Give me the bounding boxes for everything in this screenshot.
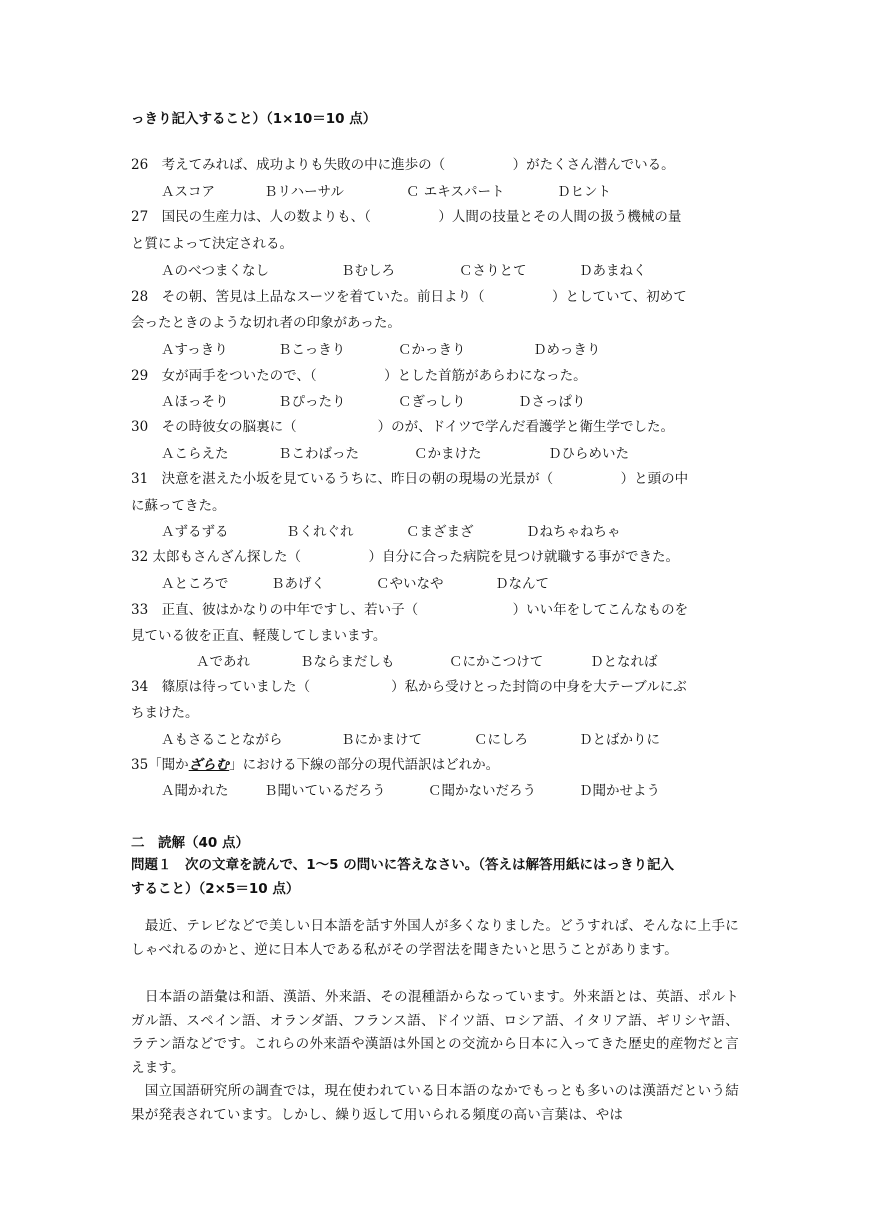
option-d: Ｄなんて — [495, 576, 549, 592]
option-b: Ｂむしろ — [341, 263, 395, 279]
question-35-prefix: 35「聞か — [131, 757, 189, 773]
option-b: Ｂならまだしも — [300, 654, 395, 670]
option-a: Ａところで — [161, 576, 229, 592]
option-c: Ｃ エキスパート — [406, 184, 505, 200]
option-c: Ｃかっきり — [398, 342, 466, 358]
option-c: Ｃ聞かないだろう — [428, 783, 536, 799]
question-28-text-cont: 会ったときのような切れ者の印象があった。 — [131, 315, 401, 331]
option-b: Ｂこっきり — [278, 342, 346, 358]
question-31-text-cont: に蘇ってきた。 — [131, 498, 226, 514]
option-c: Ｃにしろ — [474, 732, 528, 748]
underlined-phrase: ざらむ — [188, 757, 230, 773]
option-c: Ｃぎっしり — [398, 394, 466, 410]
question-30-text: 30 その時彼女の脳裏に（ ）のが、ドイツで学んだ看護学と衛生学でした。 — [131, 419, 675, 435]
question-31-text: 31 決意を湛えた小坂を見ているうちに、昨日の朝の現場の光景が（ ）と頭の中 — [131, 471, 689, 487]
question-27-text: 27 国民の生産力は、人の数よりも、（ ）人間の技量とその人間の扱う機械の量 — [131, 209, 682, 225]
option-b: Ｂにかまけて — [341, 732, 422, 748]
option-a: Ａスコア — [161, 184, 215, 200]
section-2-instruction: 問題１ 次の文章を読んで、1～5 の問いに答えなさい。（答えは解答用紙にはっきり記入 — [131, 857, 674, 873]
option-a: Ａのべつまくなし — [161, 263, 269, 279]
question-32-text: 32 太郎もさんざん探した（ ）自分に合った病院を見つけ就職する事ができた。 — [131, 549, 679, 565]
question-33-text: 33 正直、彼はかなりの中年ですし、若い子（ ）いい年をしてこんなものを — [131, 602, 689, 618]
option-b: Ｂあげく — [271, 576, 325, 592]
option-a: Ａずるずる — [161, 524, 229, 540]
question-35-suffix: 」における下線の部分の現代語訳はどれか。 — [229, 757, 500, 773]
section-2-instruction-cont: すること）（2×5＝10 点） — [131, 881, 300, 897]
question-34-text-cont: ちまけた。 — [131, 705, 199, 721]
passage-paragraph-1: 最近、テレビなどで美しい日本語を話す外国人が多くなりました。どうすれば、そんなに上手にしゃべれるのかと、逆に日本人である私がその学習法を聞きたいと思うことがあります。 — [131, 918, 739, 958]
question-29-text: 29 女が両手をついたので、（ ）とした首筋があらわになった。 — [131, 368, 587, 384]
option-b: Ｂぴったり — [278, 394, 346, 410]
option-c: Ｃにかこつけて — [449, 654, 544, 670]
option-a: Ａすっきり — [161, 342, 228, 358]
option-b: Ｂこわばった — [278, 446, 359, 462]
question-27-text-cont: と質によって決定される。 — [131, 236, 293, 252]
option-b: Ｂリハーサル — [264, 184, 344, 200]
option-d: Ｄめっきり — [533, 342, 601, 358]
option-d: Ｄとばかりに — [579, 732, 660, 748]
scoring-header-line: っきり記入すること）（1×10＝10 点） — [131, 111, 377, 127]
option-d: Ｄ聞かせよう — [579, 783, 660, 799]
option-d: Ｄさっぱり — [518, 394, 586, 410]
option-a: Ａもさることながら — [161, 732, 283, 748]
option-a: Ａ聞かれた — [161, 783, 229, 799]
option-d: Ｄねちゃねちゃ — [526, 524, 621, 540]
option-c: Ｃさりとて — [459, 263, 527, 279]
option-d: Ｄあまねく — [579, 263, 647, 279]
option-c: Ｃやいなや — [376, 576, 444, 592]
option-d: Ｄとなれば — [590, 654, 658, 670]
passage-paragraph-3: 国立国語研究所の調査では，現在使われている日本語のなかでもっとも多いのは漢語だという結果が発表されています。しかし、繰り返して用いられる頻度の高い言葉は、やは — [131, 1083, 739, 1123]
option-b: Ｂ聞いているだろう — [264, 783, 386, 799]
option-b: Ｂくれぐれ — [286, 524, 354, 540]
option-c: Ｃかまけた — [414, 446, 482, 462]
section-2-title: 二 読解（40 点） — [131, 835, 249, 851]
option-c: Ｃまざまざ — [406, 524, 474, 540]
option-d: Ｄヒント — [557, 184, 611, 200]
question-35-text — [131, 753, 499, 773]
option-d: Ｄひらめいた — [548, 446, 629, 462]
question-33-text-cont: 見ている彼を正直、軽蔑してしまいます。 — [131, 628, 387, 644]
option-a: Ａであれ — [196, 654, 250, 670]
passage-paragraph-2: 日本語の語彙は和語、漢語、外来語、その混種語からなっています。外来語とは、英語、ポルトガル語、スペイン語、オランダ語、フランス語、ドイツ語、ロシア語、イタリア語、ギリシヤ語、ラテン語などです。これらの外来語や漢語は外国との交流から日本に入ってきた歴史的産物だと言えます。 — [131, 989, 739, 1076]
question-26-text: 26 考えてみれば、成功よりも失敗の中に進歩の（ ）がたくさん潜んでいる。 — [131, 157, 675, 173]
question-28-text: 28 その朝、筈見は上品なスーツを着ていた。前日より（ ）としていて、初めて — [131, 289, 687, 305]
option-a: Ａこらえた — [161, 446, 229, 462]
option-a: Ａほっそり — [161, 394, 229, 410]
question-34-text: 34 篠原は待っていました（ ）私から受けとった封筒の中身を大テーブルにぶ — [131, 679, 687, 695]
